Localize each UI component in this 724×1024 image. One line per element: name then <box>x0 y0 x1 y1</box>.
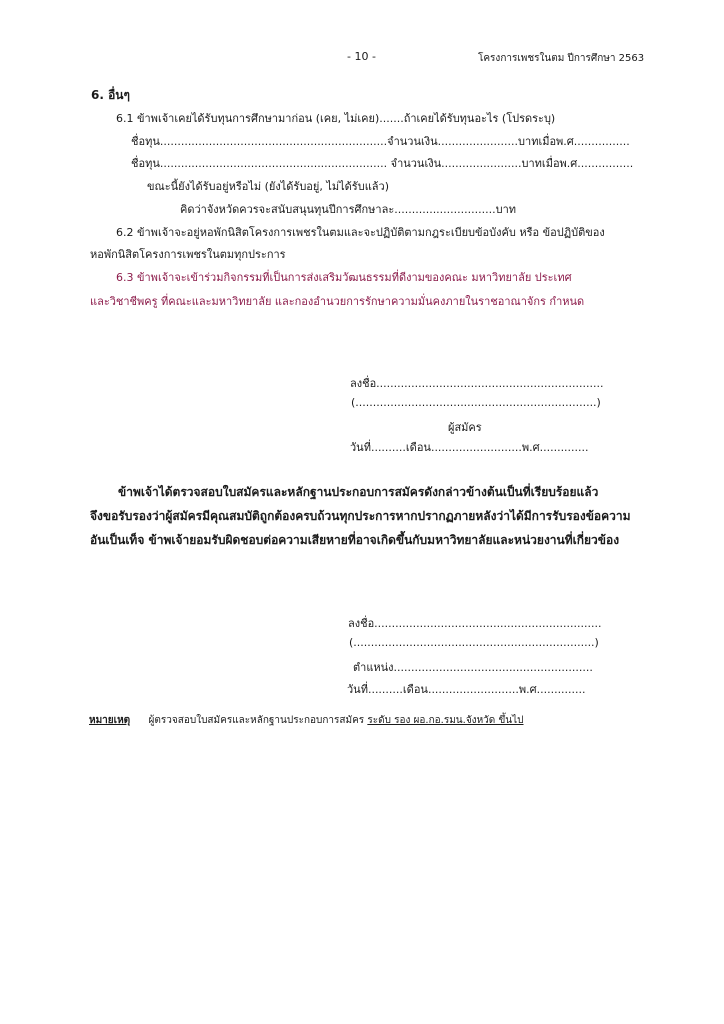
note-label: หมายเหตุ <box>89 715 131 726</box>
item-6-2-line2: หอพักนิสิตโครงการเพชรในตมทุกประการ <box>90 248 286 261</box>
certification-line2: จึงขอรับรองว่าผู้สมัครมีคุณสมบัติถูกต้องครบถ้วนทุกประการหากปรากฏภายหลังว่าได้มีการรับรองข้อความ <box>90 509 631 523</box>
note-text: ผู้ตรวจสอบใบสมัครและหลักฐานประกอบการสมัคร <box>148 715 365 726</box>
project-title: โครงการเพชรในตม ปีการศึกษา 2563 <box>478 53 645 64</box>
item-6-1-scholarship2: ชื่อทุน................................................................. จำนวนเงิน.......................บาทเมื่อพ.ศ................ <box>131 157 634 170</box>
item-6-1-current-status: ขณะนี้ยังได้รับอยู่หรือไม่ (ยังได้รับอยู่, ไม่ได้รับแล้ว) <box>147 180 389 193</box>
applicant-date-line: วันที่..........เดือน..........................พ.ศ.............. <box>350 441 589 454</box>
page-number: - 10 - <box>347 50 376 63</box>
item-6-1-scholarship1: ชื่อทุน.................................................................จำนวนเงิน.......................บาทเมื่อพ.ศ................ <box>131 135 630 148</box>
applicant-role: ผู้สมัคร <box>448 421 482 434</box>
item-6-3-line2: และวิชาชีพครู ที่คณะและมหาวิทยาลัย และกองอำนวยการรักษาความมั่นคงภายในราชอาณาจักร กำหนด <box>90 295 585 308</box>
note-level: ระดับ รอง ผอ.กอ.รมน.จังหวัด ขึ้นไป <box>367 715 524 726</box>
certification-line1: ข้าพเจ้าได้ตรวจสอบใบสมัครและหลักฐานประกอบการสมัครดังกล่าวข้างต้นเป็นที่เรียบร้อยแล้ว <box>118 485 599 499</box>
verifier-date-line: วันที่..........เดือน..........................พ.ศ.............. <box>347 683 586 696</box>
certification-line3: อันเป็นเท็จ ข้าพเจ้ายอมรับผิดชอบต่อความเสียหายที่อาจเกิดขึ้นกับมหาวิทยาลัยและหน่วยงานที่เกี่ยวข้อง <box>90 533 620 547</box>
item-6-1-line1: 6.1 ข้าพเจ้าเคยได้รับทุนการศึกษามาก่อน (เคย, ไม่เคย).......ถ้าเคยได้รับทุนอะไร (โปรดระบุ) <box>116 112 556 125</box>
applicant-name-line: (.....................................................................) <box>351 396 601 409</box>
item-6-1-province-support: คิดว่าจังหวัดควรจะสนับสนุนทุนปีการศึกษาละ.............................บาท <box>180 203 517 216</box>
verifier-position-line: ตำแหน่ง......................................................... <box>353 661 593 674</box>
verifier-name-line: (.....................................................................) <box>349 636 599 649</box>
item-6-2-line1: 6.2 ข้าพเจ้าจะอยู่หอพักนิสิตโครงการเพชรในตมและจะปฏิบัติตามกฎระเบียบข้อบังคับ หรือ ข้อปฏิบัติของ <box>116 226 605 239</box>
section-heading: 6. อื่นๆ <box>91 88 130 102</box>
applicant-sign-line: ลงชื่อ................................................................. <box>350 377 604 390</box>
item-6-3-line1: 6.3 ข้าพเจ้าจะเข้าร่วมกิจกรรมที่เป็นการส่งเสริมวัฒนธรรมที่ดีงามของคณะ มหาวิทยาลัย ประเทศ <box>116 271 572 284</box>
note <box>89 713 524 728</box>
verifier-sign-line: ลงชื่อ................................................................. <box>348 617 602 630</box>
